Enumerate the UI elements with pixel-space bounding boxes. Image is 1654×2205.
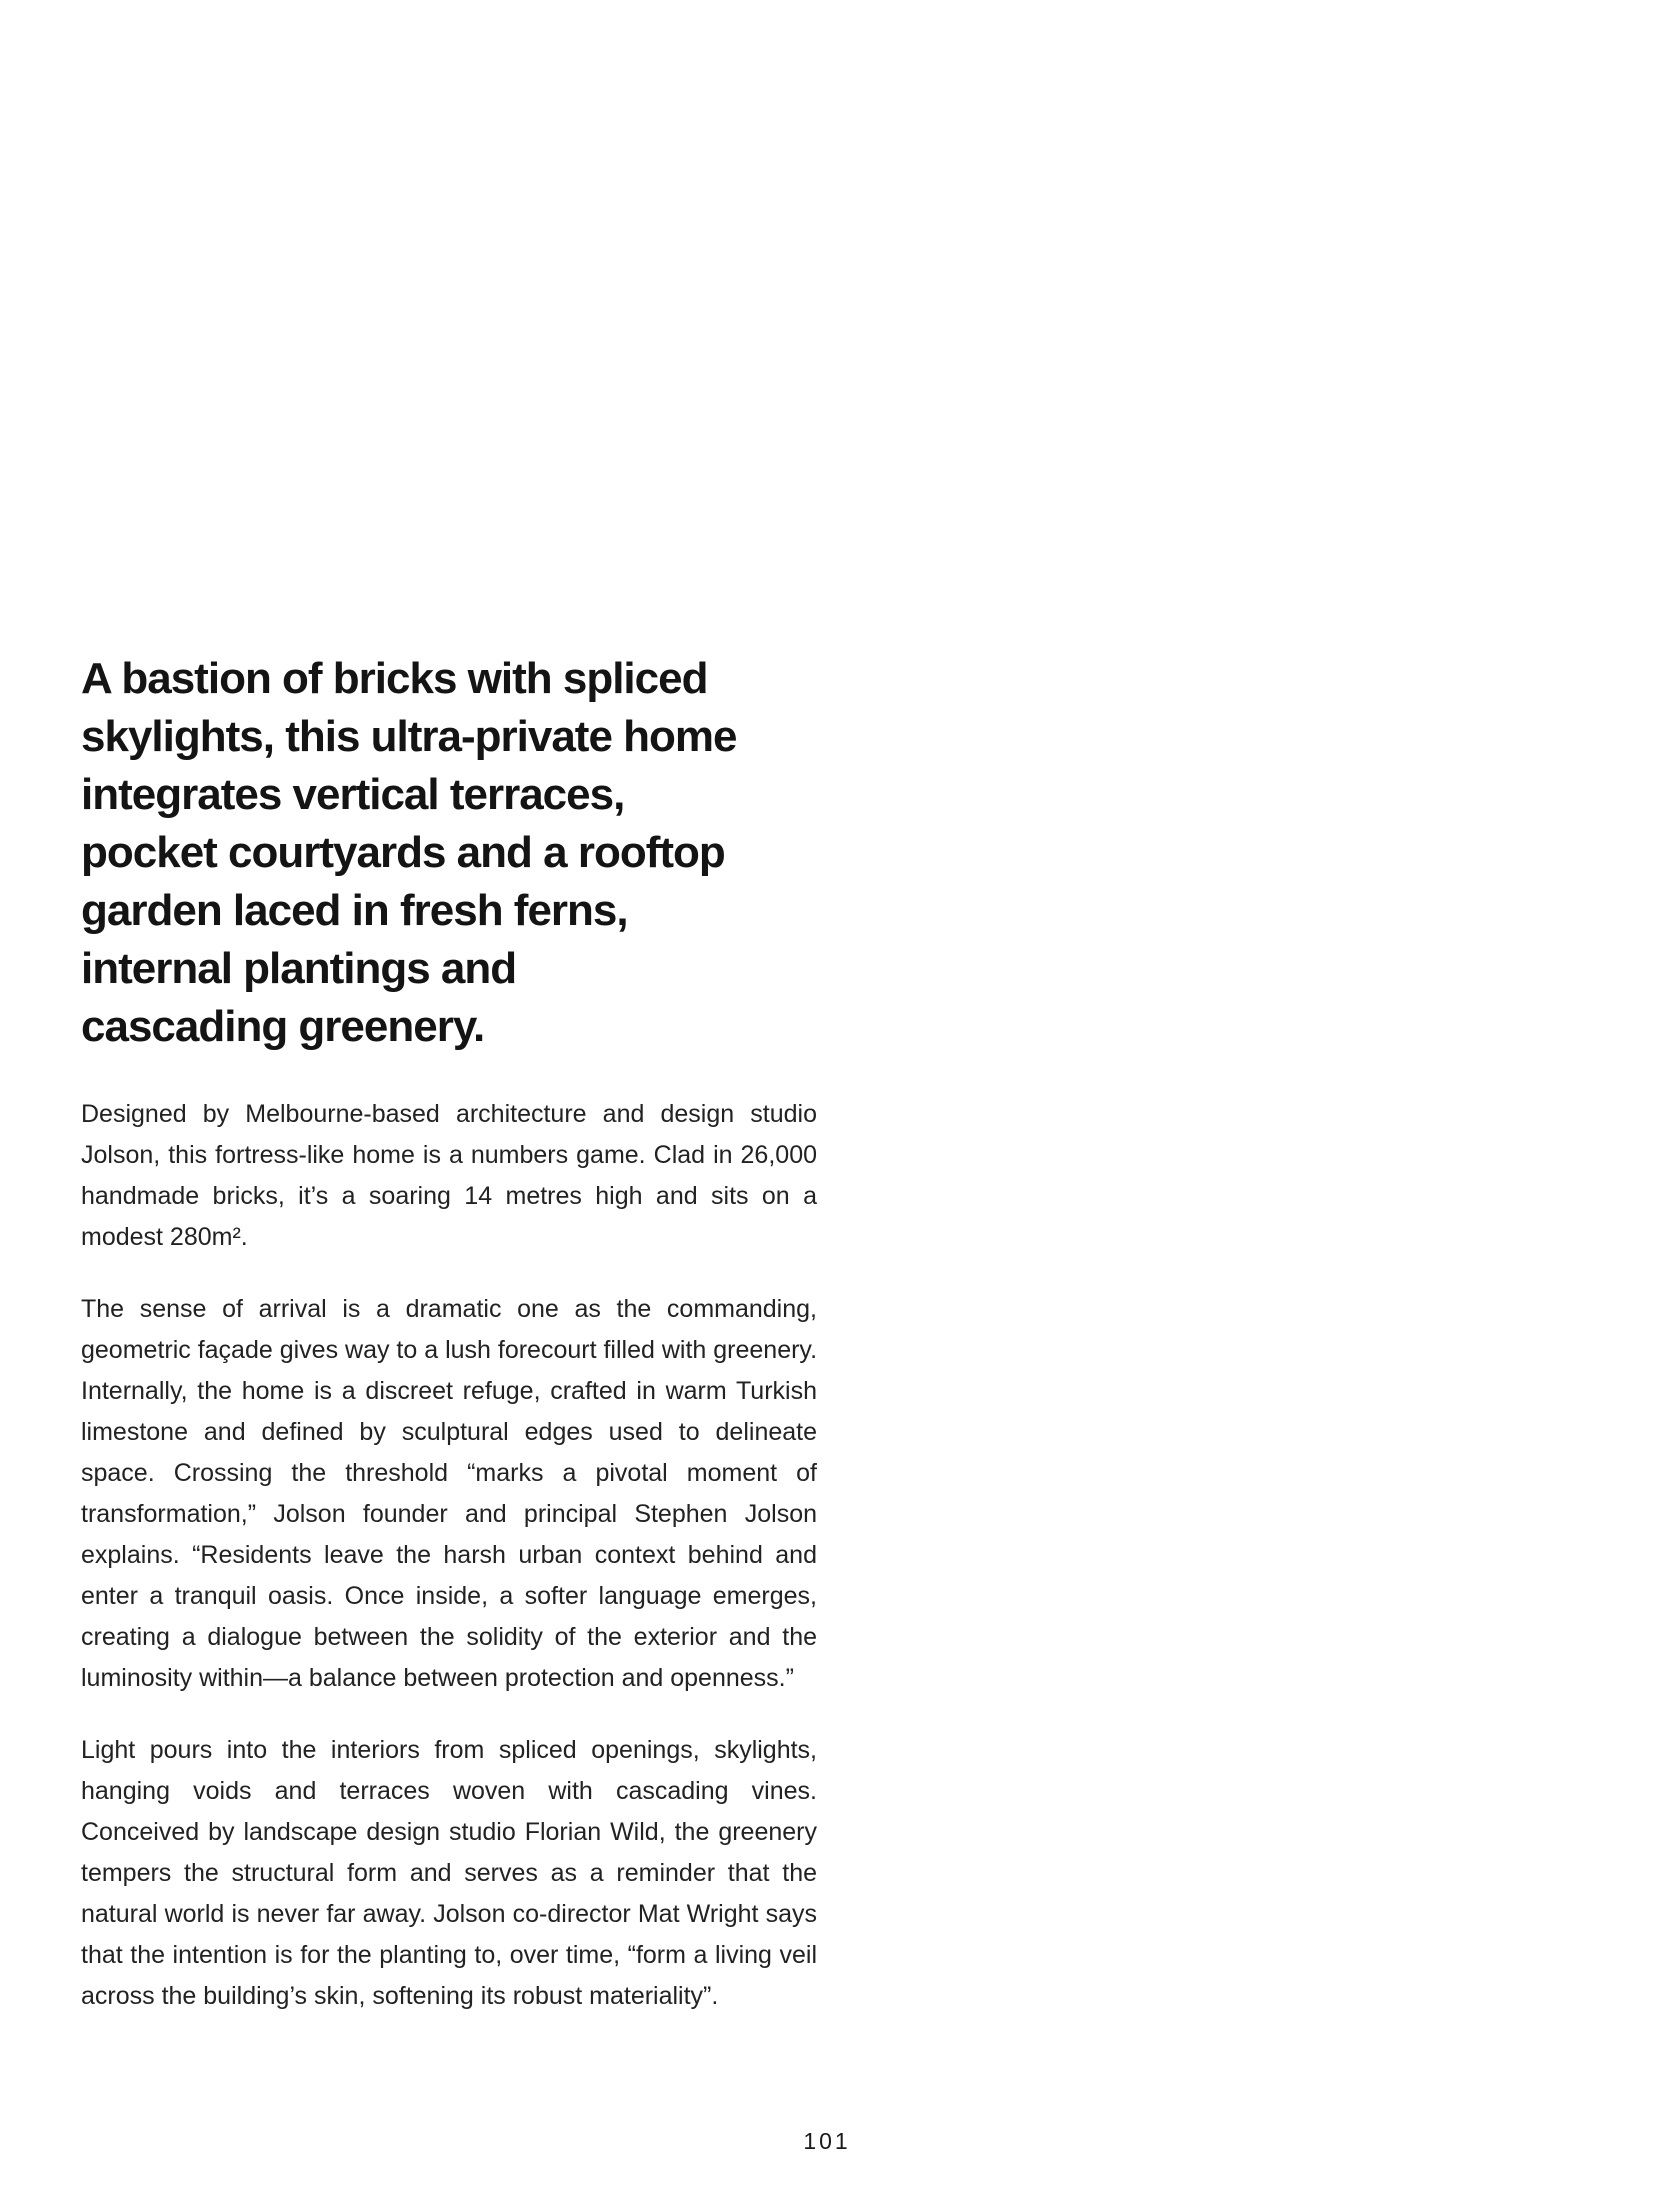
article-headline [81, 650, 817, 1056]
headline-line: garden laced in fresh ferns, [81, 886, 628, 935]
article-paragraph-3: Light pours into the interiors from spliced openings, skylights, hanging voids and terraces woven with cascading vines. Conceived by landscape design studio Florian Wild, the greenery tempers the structural form and serves as a reminder that the natural world is never far away. Jolson co-director Mat Wright says that the intention is for the planting to, over time, “form a living veil across the building’s skin, softening its robust materiality”. [81, 1736, 817, 2010]
headline-line: pocket courtyards and a rooftop [81, 828, 725, 877]
headline-line: skylights, this ultra-private home [81, 712, 737, 761]
headline-line: A bastion of bricks with spliced [81, 654, 708, 703]
headline-line: integrates vertical terraces, [81, 770, 625, 819]
article-body [81, 1094, 817, 2017]
article-paragraph-1: Designed by Melbourne-based architecture and design studio Jolson, this fortress-like home is a numbers game. Clad in 26,000 handmade bricks, it’s a soaring 14 metres high and sits on a modest 280m². [81, 1100, 817, 1251]
page-number: 101 [803, 2128, 851, 2154]
headline-line: internal plantings and [81, 944, 517, 993]
headline-line: cascading greenery. [81, 1002, 485, 1051]
article-paragraph-2: The sense of arrival is a dramatic one as the commanding, geometric façade gives way to a lush forecourt filled with greenery. Internally, the home is a discreet refuge, crafted in warm Turkish limestone and defined by sculptural edges used to delineate space. Crossing the threshold “marks a pivotal moment of transformation,” Jolson founder and principal Stephen Jolson explains. “Residents leave the harsh urban context behind and enter a tranquil oasis. Once inside, a softer language emerges, creating a dialogue between the solidity of the exterior and the luminosity within—a balance between protection and openness.” [81, 1295, 818, 1692]
article-column [81, 650, 817, 2017]
